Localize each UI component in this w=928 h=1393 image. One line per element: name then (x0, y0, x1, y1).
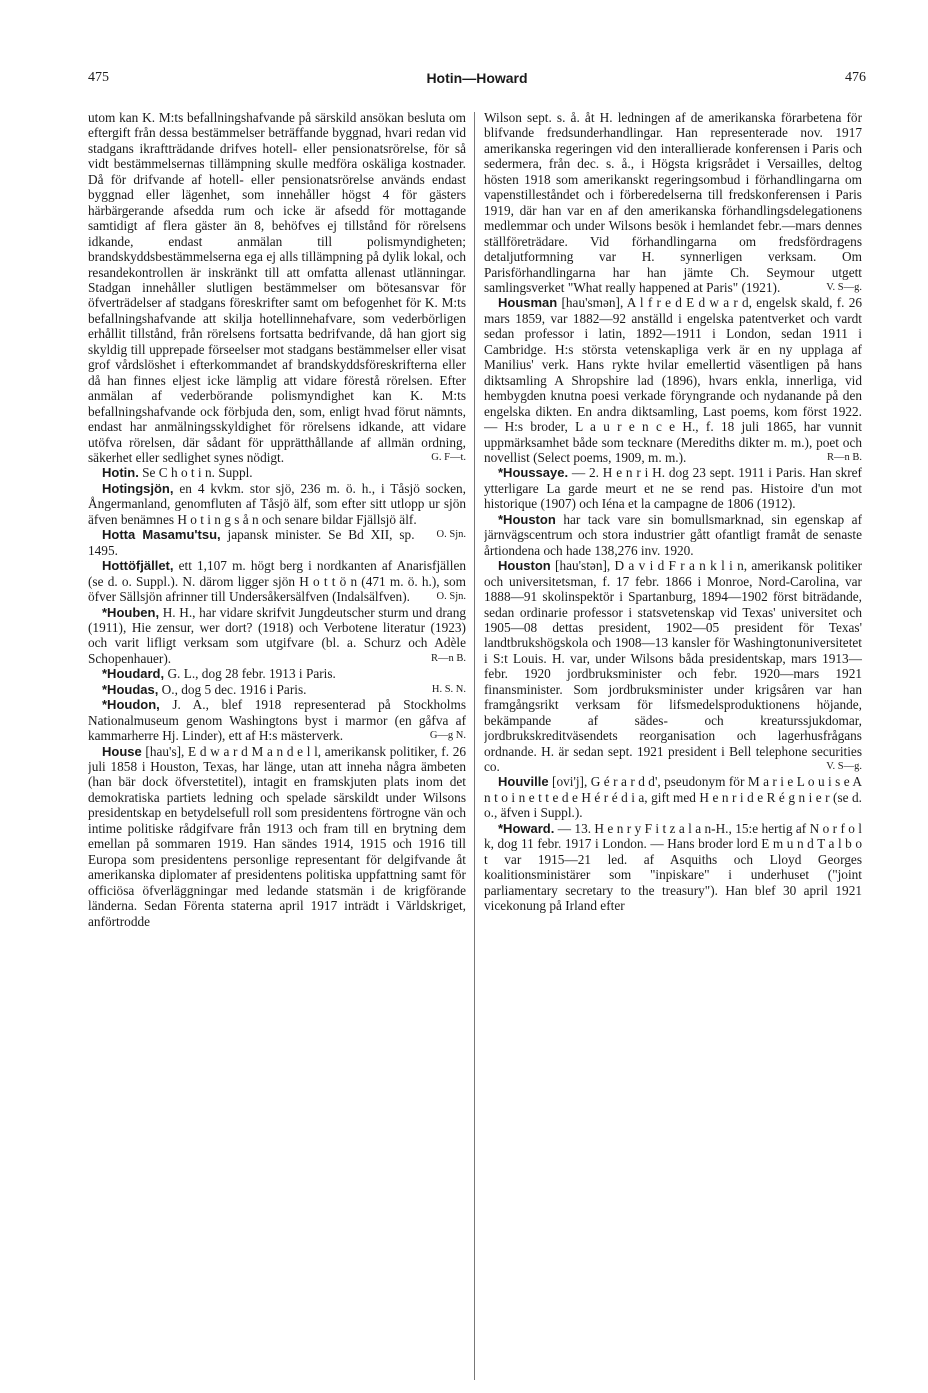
entry-headword: *Houdard, (102, 666, 165, 682)
left-column (88, 110, 466, 1380)
entry-text: [ovi'j], G é r a r d d', pseudonym för M a r i e L o u i s e A n t o i n e t t e d e H é r é d i a, gift med H e n r i d e R é g n i e r (se d. o., äfven i Suppl.). (484, 774, 862, 821)
entry-headword: *Houssaye. (498, 465, 569, 481)
entry-text: Wilson sept. s. å. åt H. ledningen af de amerikanska förarbetena för blifvande fredsunderhandlingar. Han representerade nov. 1917 amerikanska regeringen vid den interallierade konferensen i Paris och sedermera, från dec. s. å., i Högsta krigsrådet i Versailles, deltog hösten 1918 som amerikanskt regeringsombud i förhandlingarna om vapenstilleståndet och i förberedelserna till fredskonferensen i Paris 1919, där han var en af den amerikanska förhandlingsdelegationens medlemmar och under Wilsons besök i hemlandet febr.—mars dennes ställföreträdare. Vid förhandlingarna om fredsfördragens detaljutformning var H. synnerligen verksam. Om Parisförhandlingarna har han jämte Ch. Seymour utgett samlingsverket "What really happened at Paris" (1921). (484, 110, 862, 295)
entry-text: utom kan K. M:ts befallningshafvande på särskild ansökan besluta om eftergift från dessa bestämmelser beträffande byggnad, hvari redan vid stadgans ikraftträdande drifves hotell- eller pensionatsrörelse, för så vidt bestämmelsernas tillämpning skulle medföra oskäliga kostnader. Då för drifvande af hotell- eller pensionatsrörelse används endast byggnad eller lägenhet, som innehåller högst 4 för gästers härbärgerande afsedda rum och icke är afsedd för mottagande samtidigt af flera gäster än 8, behöfves ej tillstånd för rörelsens idkande, endast anmälan till polismyndigheten; brandskyddsbestämmelserna ega ej alls tillämpning på dylik lokal, och resandekontrollen är inskränkt till att omfatta allenast utlänningar. Stadgan innehåller slutligen bestämmelser om bötesansvar för öfverträdelser af stadgans föreskrifter samt om befogenhet för K. M:ts befallningshafvande att skilja hotellinnehafvare, som vederbörligen erhållit tillstånd, från rörelsens fortsatta bedrifvande, då han gjort sig skyldig till upprepade förseelser mot stadgans bestämmelser eller visat grof vårdslöshet i efterkommandet af brandskyddsföreskrifterna eller då han finnes eljest icke lämplig att vidare förestå rörelsen. Efter anmälan af vederbörande polismyndighet kan K. M:ts befallningshafvande ock förbjuda den, som, enligt hvad förut nämnts, endast har anmälningsskyldighet för rörelsens idkande, att vidare utöfva rörelsen, där sådant för upprätthållande af allmän ordning, säkerhet eller sedlighet synes nödigt. (88, 110, 466, 465)
page-number-right: 476 (845, 70, 866, 85)
entry-paragraph (88, 666, 466, 681)
entry-headword: Houston (498, 558, 551, 574)
running-title: Hotin—Howard (426, 70, 528, 86)
entry-paragraph (88, 744, 466, 929)
entry-paragraph (484, 558, 862, 774)
right-column (484, 110, 862, 1380)
page-header (88, 70, 866, 92)
entry-text: — 2. H e n r i H. dog 23 sept. 1911 i Paris. Han skref ytterligare La garde meurt et ne se rend pas. Histoire d'un mot historique (1907) och Iéna et la campagne de 1806 (1912). (484, 465, 862, 512)
entry-text: en 4 kvkm. stor sjö, 236 m. ö. h., i Tåsjö socken, Ångermanland, genomfluten af Tåsjö älf, som efter sitt utlopp ur sjön äfven benämnes H o t i n g s å n och senare bildar Fjällsjö älf. (88, 480, 466, 527)
entry-text: ett 1,107 m. högt berg i nordkanten af Anarisfjällen (se d. o. Suppl.). N. därom ligger sjön H o t t ö n (471 m. ö. h.), som öfver Sällsjön afrinner till Undersåkersälfven (Indalsälfven). (88, 558, 466, 605)
entry-headword: House (102, 743, 142, 759)
entry-signature: R—n B. (430, 652, 466, 664)
entry-signature: V. S—g. (826, 761, 862, 773)
entry-signature: O. Sjn. (436, 529, 466, 541)
entry-paragraph (88, 558, 466, 604)
entry-headword: *Howard. (498, 820, 555, 836)
entry-text: J. A., blef 1918 representerad på Stockholms Nationalmuseum genom Washingtons byst i marmor (en gåfva af kammarherre Hj. Linder), ett af H:s mästerverk. (88, 697, 466, 744)
entry-text: [hau'stən], D a v i d F r a n k l i n, amerikansk politiker och universitetsman, f. 17 febr. 1866 i Monroe, Nord-Carolina, var 1888—91 skolinspektör i Spartanburg, 1894—1902 först biträdande, sedan ordinarie professor i statsvetenskap vid Texas' universitet och 1905—08 dettas president, 1902—05 president för Texas' landtbrukshögskola och 1908—13 kansler för Washingtonuniversitetet i S:t Louis. H. var, under Wilsons båda presidentskap, mars 1913—febr. 1920 jordbruksminister och febr. 1920—mars 1921 finansminister. Som jordbruksminister under krigsåren var han framgångsrikt verksam för lifsmedelsproduktionens höjande, bekämpande af sädes- och kreaturssjukdomar, jordbrukskreditväsendets reorganisation och lagerhusfrågans ordnande. H. är sedan sept. 1921 president i Bell telephone securities co. (484, 558, 862, 775)
entry-paragraph (88, 465, 466, 480)
entry-text: G. L., dog 28 febr. 1913 i Paris. (167, 666, 336, 682)
entry-paragraph (484, 465, 862, 511)
entry-headword: Hotin. (102, 465, 139, 481)
column-divider (474, 112, 475, 1380)
entry-signature: G. F—t. (431, 451, 466, 463)
entry-headword: Hotingsjön, (102, 480, 174, 496)
entry-headword: Houville (498, 774, 549, 790)
entry-text: [hau's], E d w a r d M a n d e l l, amerikansk politiker, f. 26 juli 1858 i Houston, Texas, har länge, utan att inneha några ämbeten (han bär dock öfverstetitel), intagit en framskjuten plats inom det demokratiska partiets ledning och spelade särskildt under Wilsons presidentskap en betydelsefull roll som presidentens förtrogne vän och intime politiske rådgifvare från 1913 och fram till en brytning dem emellan på sommaren 1919. Han sändes 1914, 1915 och 1916 till Europa som presidentens personlige representant för delgifvande åt amerikanska diplomater af presidentens politiska uppfattning samt för officiösa öfverläggningar med ledande statsmän i de krigförande länderna. Sedan Förenta staterna april 1917 inträdt i Världskriget, anförtrodde (88, 743, 466, 929)
page-number-left: 475 (88, 70, 109, 85)
entry-signature: R—n B. (826, 451, 862, 463)
entry-headword: *Houdas, (102, 681, 159, 697)
entry-headword: *Houston (498, 511, 556, 527)
entry-text: — 13. H e n r y F i t z a l a n-H., 15:e hertig af N o r f o l k, dog 11 febr. 1917 i London. — Hans broder lord E m u n d T a l b o t var 1915—21 led. af Asquiths och Lloyd Georges koalitionsministärer som "inpiskare" i underhuset ("joint parliamentary secretary to the treasury"). Han blef 30 april 1921 vicekonung på Irland efter (484, 820, 862, 914)
entry-paragraph (88, 110, 466, 465)
entry-headword: Housman (498, 295, 558, 311)
entry-paragraph (88, 682, 466, 697)
entry-paragraph (88, 527, 466, 558)
entry-paragraph (484, 774, 862, 820)
entry-text: H. H., har vidare skrifvit Jungdeutscher sturm und drang (1911), Hie zensur, wer dort? (1918) och Verbotene literatur (1923) och varit lifligt verksam som utgifvare (bl. a. Schurz och Adèle Schopenhauer). (88, 604, 466, 666)
entry-headword: *Houben, (102, 604, 160, 620)
entry-paragraph (88, 605, 466, 667)
entry-paragraph (484, 295, 862, 465)
entry-text: O., dog 5 dec. 1916 i Paris. (161, 681, 307, 697)
entry-paragraph (484, 110, 862, 295)
entry-text: har tack vare sin bomullsmarknad, sin egenskap af järnvägscentrum och stora industrier gått ofantligt framåt de senaste årtiondena och hade 138,276 inv. 1920. (484, 511, 862, 558)
entry-paragraph (484, 512, 862, 558)
entry-signature: H. S. N. (431, 683, 466, 695)
entry-signature: V. S—g. (826, 281, 862, 293)
entry-text: japansk minister. Se Bd XII, sp. 1495. (88, 527, 415, 558)
entry-signature: G—g N. (429, 730, 466, 742)
entry-headword: Hottöfjället, (102, 558, 174, 574)
entry-headword: Hotta Masamu'tsu, (102, 527, 221, 543)
entry-paragraph (88, 697, 466, 743)
entry-text: [hau'smən], A l f r e d E d w a r d, engelsk skald, f. 26 mars 1859, var 1882—92 anställd i engelska patentverket och vardt sedan professor i latin, 1892—1911 i London, sedan 1911 i Cambridge. H:s största vetenskapliga verk är en ny upplaga af Manilius' verk. Hans rykte hvilar emellertid väsentligen på hans diktsamling A Shropshire lad (1896), hvars enkla, innerliga, vid hembygden knutna poesi verkade föryngrande och nydanande på den engelska dikten. En andra diktsamling, Last poems, kom först 1922. — H:s broder, L a u r e n c e H., f. 18 juli 1865, har vunnit uppmärksamhet både som tecknare (Merediths dikter m. m.), poet och novellist (Select poems, 1909, m. m.). (484, 295, 862, 465)
entry-paragraph (484, 821, 862, 914)
entry-text: Se C h o t i n. Suppl. (142, 465, 253, 481)
entry-signature: O. Sjn. (436, 591, 466, 603)
entry-headword: *Houdon, (102, 697, 160, 713)
